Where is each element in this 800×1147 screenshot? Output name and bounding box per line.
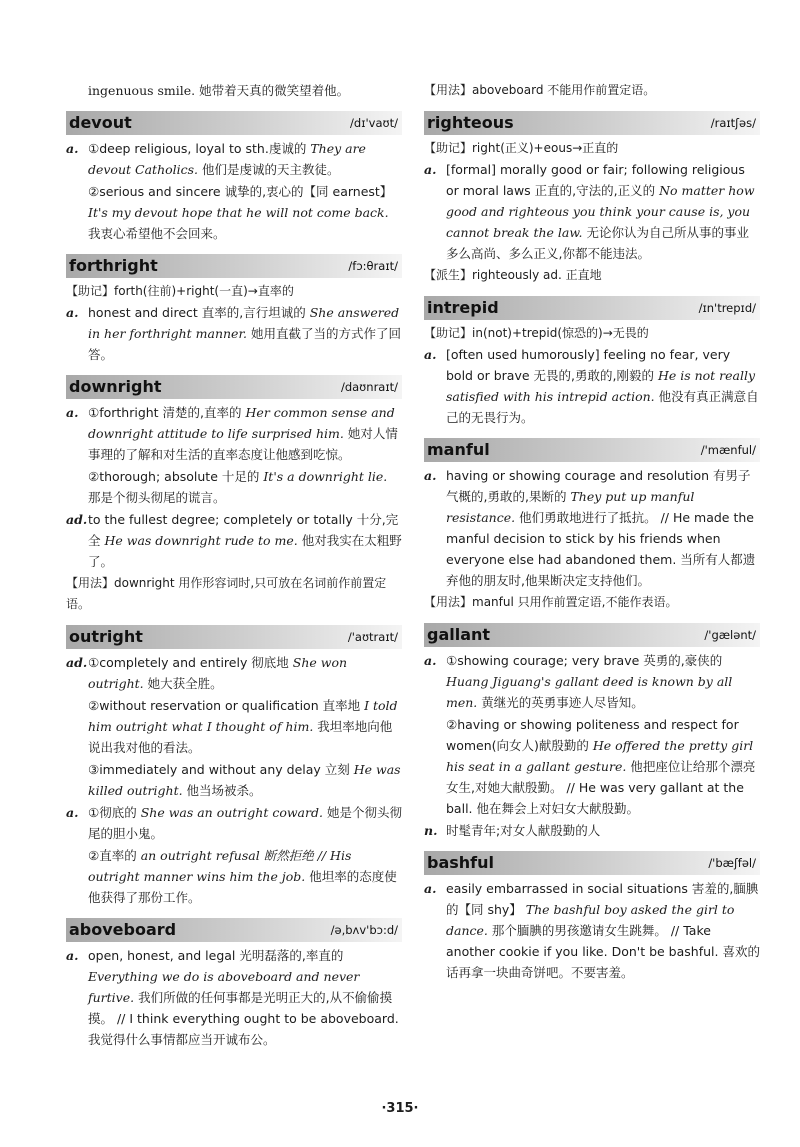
entry-forthright	[66, 254, 402, 365]
definition: open, honest, and legal 光明磊落的,率直的	[88, 948, 344, 963]
definition: having or showing courage and resolution 有男子气概的,勇敢的,果断的	[446, 468, 751, 504]
headword-bar	[66, 918, 402, 942]
translation: 他坦率的态度使他获得了那份工作。	[88, 869, 397, 905]
phonetic: /ɪn'trepɪd/	[698, 301, 756, 315]
definition: ②without reservation or qualification 直率地	[88, 698, 361, 713]
sense	[66, 138, 402, 180]
usage-note-continuation: 【用法】aboveboard 不能用作前置定语。	[424, 83, 656, 97]
headword: forthright	[69, 256, 158, 275]
part-of-speech: a.	[424, 653, 437, 668]
entry-devout	[66, 111, 402, 244]
definition: ①showing courage; very brave 英勇的,豪侠的	[446, 653, 723, 668]
headword: devout	[69, 113, 132, 132]
sense	[66, 181, 402, 244]
sense	[66, 695, 402, 758]
definition: [formal] morally good or fair; following religious or moral laws 正直的,守法的,正义的	[446, 162, 745, 198]
sense	[424, 344, 760, 428]
definition: ②serious and sincere 诚挚的,衷心的【同 earnest】	[88, 184, 393, 199]
headword-bar	[424, 438, 760, 462]
left-entries	[66, 111, 402, 1050]
example-sentence: They put up manful resistance.	[446, 489, 695, 525]
phonetic: /'gælənt/	[704, 628, 756, 642]
translation: 她对人情事理的了解和对生活的直率态度让他感到吃惊。	[88, 426, 398, 462]
example-sentence: I told him outright what I thought of him.	[88, 698, 398, 734]
example-sentence: She was an outright coward.	[140, 805, 323, 820]
entry-outright	[66, 625, 402, 908]
sense	[66, 302, 402, 365]
part-of-speech: ad.	[66, 512, 88, 527]
right-column	[424, 80, 760, 991]
mnemonic-note: 【助记】right(正义)+eous→正直的	[424, 141, 619, 155]
sense	[66, 466, 402, 508]
headword-bar	[424, 111, 760, 135]
translation: 她用直截了当的方式作了回答。	[88, 326, 402, 362]
example-sentence: She answered in her forthright manner.	[88, 305, 400, 341]
phonetic: /fɔ:θraɪt/	[348, 259, 398, 273]
definition: ①forthright 清楚的,直率的	[88, 405, 242, 420]
part-of-speech: ad.	[66, 655, 88, 670]
phonetic: /dɪ'vaʊt/	[350, 116, 398, 130]
usage-note: 【用法】manful 只用作前置定语,不能作表语。	[424, 595, 678, 609]
sense	[424, 159, 760, 264]
headword-bar	[66, 254, 402, 278]
usage-note: 【派生】righteously ad. 正直地	[424, 268, 602, 282]
entry-downright	[66, 375, 402, 615]
definition: ①deep religious, loyal to sth.虔诚的	[88, 141, 307, 156]
example-sentence: He was downright rude to me.	[104, 533, 298, 548]
translation: 她是个彻头彻尾的胆小鬼。	[88, 805, 402, 841]
part-of-speech: a.	[66, 305, 79, 320]
entry-aboveboard	[66, 918, 402, 1050]
translation: 他对我实在太粗野了。	[88, 533, 402, 569]
example-sentence: She won outright.	[88, 655, 348, 691]
translation: 我坦率地向他说出我对他的看法。	[88, 719, 393, 755]
sense	[424, 714, 760, 819]
example-sentence: It's a downright lie.	[263, 469, 388, 484]
sense	[424, 820, 760, 841]
headword: gallant	[427, 625, 491, 644]
page-number: ·315·	[381, 1101, 419, 1116]
sense	[66, 945, 402, 1050]
part-of-speech: a.	[424, 468, 437, 483]
right-entries	[424, 111, 760, 983]
entry-bashful	[424, 851, 760, 983]
continuation-text: ingenuous smile. 她带着天真的微笑望着他。	[88, 83, 350, 98]
headword: outright	[69, 627, 143, 646]
sense	[66, 402, 402, 465]
translation: 我衷心希望他不会回来。	[88, 226, 226, 241]
headword-bar	[424, 851, 760, 875]
definition: ②having or showing politeness and respect for women(向女人)献殷勤的	[446, 717, 739, 753]
translation: 黄继光的英勇事迹人尽皆知。	[481, 695, 644, 710]
example-sentence: Everything we do is aboveboard and never furtive.	[88, 969, 360, 1005]
definition: ①completely and entirely 彻底地	[88, 655, 289, 670]
sense	[66, 509, 402, 572]
part-of-speech: a.	[424, 881, 437, 896]
example-sentence: They are devout Catholics.	[88, 141, 366, 177]
definition: ①彻底的	[88, 805, 137, 820]
definition: 时髦青年;对女人献殷勤的人	[446, 823, 601, 838]
translation: 她大获全胜。	[147, 676, 223, 691]
headword-bar	[424, 623, 760, 647]
definition: ②直率的	[88, 848, 137, 863]
part-of-speech: a.	[424, 162, 437, 177]
sense	[424, 650, 760, 713]
phonetic: /raɪtʃəs/	[710, 116, 756, 130]
part-of-speech: a.	[66, 405, 79, 420]
headword-bar	[66, 625, 402, 649]
translation: 无论你认为自己所从事的事业多么高尚、多么正义,你都不能违法。	[446, 225, 750, 261]
definition: easily embarrassed in social situations 害羞的,腼腆的【同 shy】	[446, 881, 759, 917]
translation: 那是个彻头彻尾的谎言。	[88, 490, 226, 505]
phonetic: /ə,bʌv'bɔ:d/	[330, 923, 398, 937]
headword: intrepid	[427, 298, 499, 317]
phonetic: /daʊnraɪt/	[340, 380, 398, 394]
translation: 我们所做的任何事都是光明正大的,从不偷偷摸摸。 // I think everything ought to be aboveboard. 我觉得什么事情都应当开诚布公。	[88, 990, 399, 1047]
phonetic: /'mænful/	[700, 443, 756, 457]
example-sentence: Huang Jiguang's gallant deed is known by all men.	[446, 674, 733, 710]
headword-bar	[424, 296, 760, 320]
entry-manful	[424, 438, 760, 613]
headword: aboveboard	[69, 920, 177, 939]
headword: manful	[427, 440, 490, 459]
example-sentence: He offered the pretty girl his seat in a gallant gesture.	[446, 738, 754, 774]
headword: bashful	[427, 853, 494, 872]
mnemonic-note: 【助记】forth(往前)+right(一直)→直率的	[66, 284, 294, 298]
translation: 那个腼腆的男孩邀请女生跳舞。 // Take another cookie if you like. Don't be bashful. 喜欢的话再拿一块曲奇饼吧。不要害羞。	[446, 923, 760, 980]
sense	[424, 465, 760, 591]
headword-bar	[66, 375, 402, 399]
definition: ③immediately and without any delay 立刻	[88, 762, 350, 777]
example-sentence: No matter how good and righteous you think your cause is, you cannot break the law.	[446, 183, 755, 240]
example-sentence: The bashful boy asked the girl to dance.	[446, 902, 735, 938]
entry-righteous	[424, 111, 760, 286]
sense	[66, 802, 402, 844]
sense	[66, 759, 402, 801]
part-of-speech: a.	[66, 805, 79, 820]
left-column	[66, 80, 402, 1058]
headword-bar	[66, 111, 402, 135]
example-sentence: Her common sense and downright attitude to life surprised him.	[88, 405, 395, 441]
translation: 他没有真正满意自己的无畏行为。	[446, 389, 759, 425]
definition: to the fullest degree; completely or totally 十分,完全	[88, 512, 399, 548]
definition: [often used humorously] feeling no fear, very bold or brave 无畏的,勇敢的,刚毅的	[446, 347, 731, 383]
headword: downright	[69, 377, 162, 396]
definition: ②thorough; absolute 十足的	[88, 469, 260, 484]
example-sentence: It's my devout hope that he will not come back.	[88, 205, 389, 220]
phonetic: /'bæʃfəl/	[708, 856, 756, 870]
translation: 他们是虔诚的天主教徒。	[202, 162, 340, 177]
part-of-speech: a.	[424, 347, 437, 362]
sense	[424, 878, 760, 983]
sense	[66, 845, 402, 908]
definition: honest and direct 直率的,言行坦诚的	[88, 305, 306, 320]
example-sentence: He was killed outright.	[88, 762, 401, 798]
translation: 他们勇敢地进行了抵抗。 // He made the manful decision to stick by his friends when everyone else had abandoned them. 当所有人都遗弃他的朋友时,他果断决定支持他们。	[446, 510, 756, 588]
translation: 他当场被杀。	[186, 783, 262, 798]
mnemonic-note: 【助记】in(not)+trepid(惊恐的)→无畏的	[424, 326, 649, 340]
example-sentence: an outright refusal 断然拒绝 // His outright manner wins him the job.	[88, 848, 352, 884]
usage-note: 【用法】downright 用作形容词时,只可放在名词前作前置定语。	[66, 576, 387, 611]
example-sentence: He is not really satisfied with his intrepid action.	[446, 368, 756, 404]
phonetic: /'aʊtraɪt/	[347, 630, 398, 644]
part-of-speech: a.	[66, 141, 79, 156]
entry-intrepid	[424, 296, 760, 428]
translation: 他把座位让给那个漂亮女生,对她大献殷勤。 // He was very gallant at the ball. 他在舞会上对妇女大献殷勤。	[446, 759, 756, 816]
sense	[66, 652, 402, 694]
entry-gallant	[424, 623, 760, 841]
headword: righteous	[427, 113, 514, 132]
part-of-speech: n.	[424, 823, 438, 838]
part-of-speech: a.	[66, 948, 79, 963]
